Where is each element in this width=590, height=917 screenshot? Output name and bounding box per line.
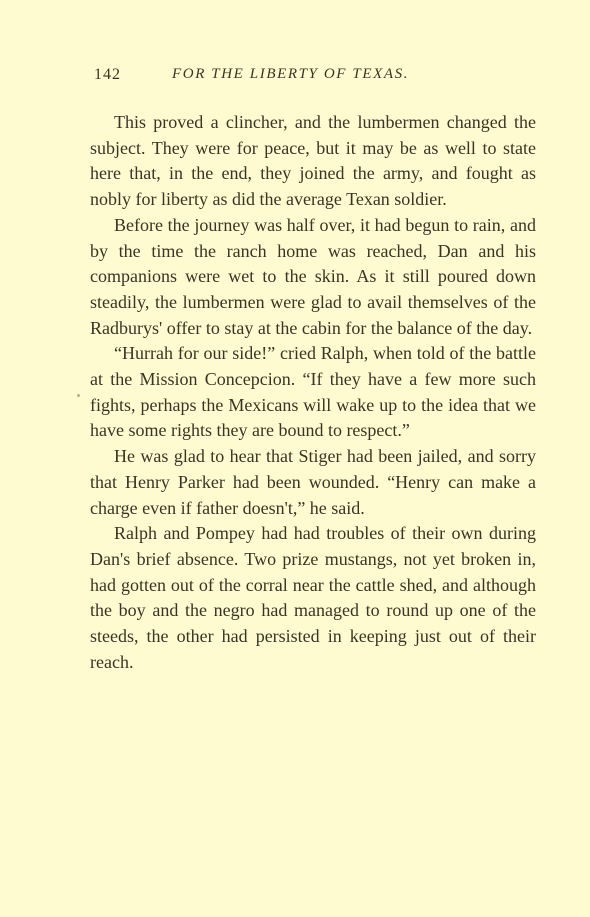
paragraph: Before the journey was half over, it had begun to rain, and by the time the ranch home was reached, Dan and his companions were wet to the skin. As it still poured down steadily, the lumbermen were glad to avail themselves of the Radburys' offer to stay at the cabin for the balance of the day. [90, 214, 536, 338]
running-title: FOR THE LIBERTY OF TEXAS. [172, 66, 410, 82]
paragraph: This proved a clincher, and the lumbermen changed the subject. They were for peace, but it may be as well to state here that, in the end, they joined the army, and fought as nobly for liberty as did the average Texan soldier. [90, 112, 536, 210]
body-text [90, 110, 536, 675]
page-number: 142 [94, 66, 121, 83]
running-head [94, 66, 494, 92]
margin-speck [77, 394, 80, 397]
paragraph: He was glad to hear that Stiger had been jailed, and sorry that Henry Parker had been wounded. “Henry can make a charge even if father doesn't,” he said. [90, 446, 536, 518]
paragraph: “Hurrah for our side!” cried Ralph, when told of the battle at the Mission Concepcion. “If they have a few more such fights, perhaps the Mexicans will wake up to the idea that we have some rights they are bound to respect.” [90, 343, 536, 441]
paragraph: Ralph and Pompey had had troubles of their own during Dan's brief absence. Two prize mustangs, not yet broken in, had gotten out of the corral near the cattle shed, and although the boy and the negro had managed to round up one of the steeds, the other had persisted in keeping just out of their reach. [90, 523, 536, 672]
